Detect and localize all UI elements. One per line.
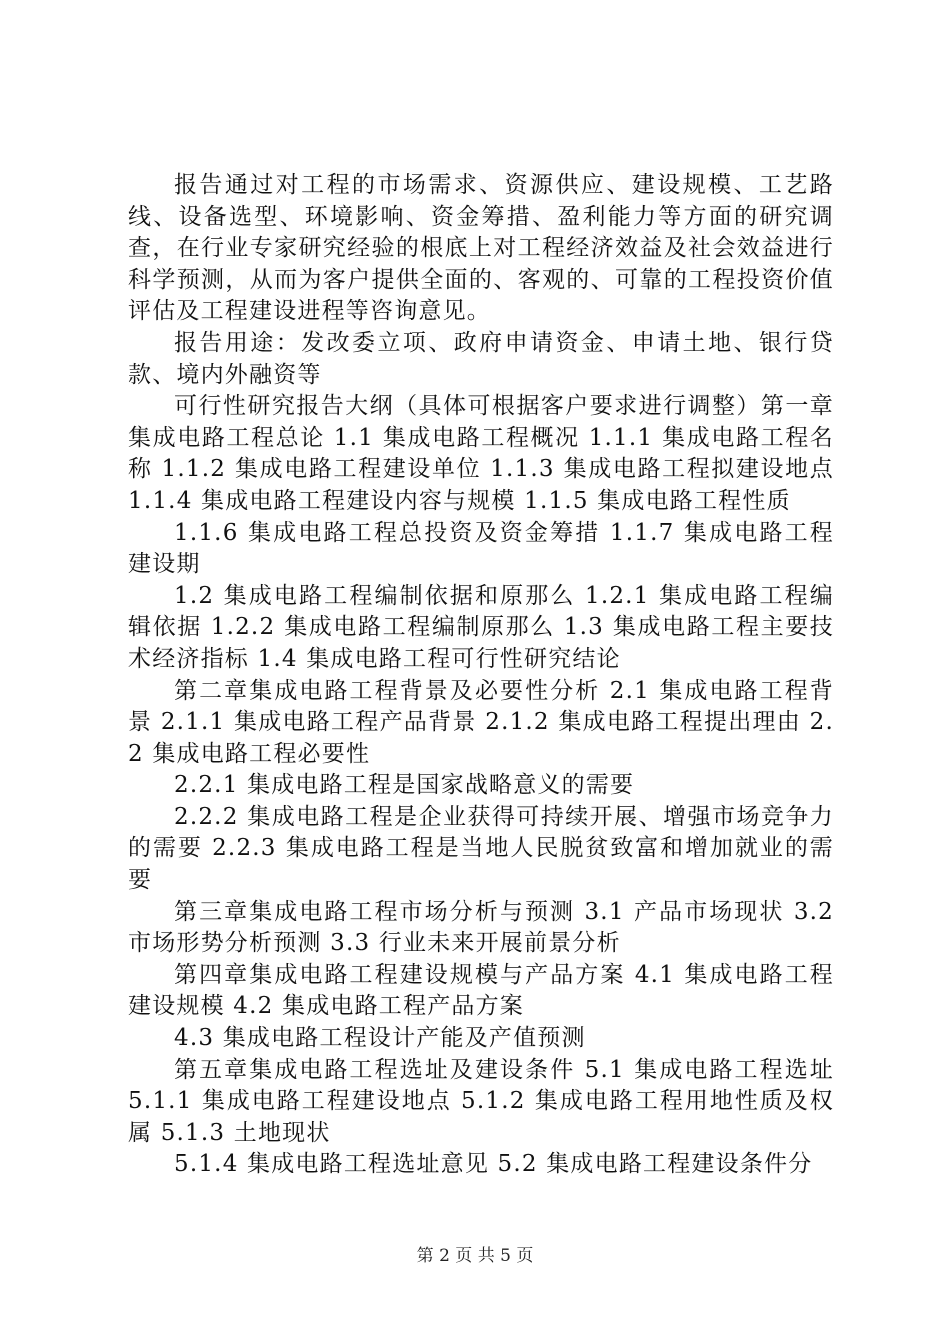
document-body — [128, 170, 834, 1181]
paragraph-outline-chapter-1: 可行性研究报告大纲（具体可根据客户要求进行调整）第一章集成电路工程总论 1.1 集成电路工程概况 1.1.1 集成电路工程名称 1.1.2 集成电路工程建设单位 1.1.3 集成电路工程拟建设地点 1.1.4 集成电路工程建设内容与规模 1.1.5 集成电路工程性质 — [128, 393, 834, 514]
paragraph-outline-4-3: 4.3 集成电路工程设计产能及产值预测 — [174, 1025, 586, 1052]
paragraph-usage: 报告用途：发改委立项、政府申请资金、申请土地、银行贷款、境内外融资等 — [128, 329, 834, 388]
paragraph-outline-chapter-4: 第四章集成电路工程建设规模与产品方案 4.1 集成电路工程建设规模 4.2 集成电路工程产品方案 — [128, 961, 834, 1020]
paragraph-outline-2-2-2: 2.2.2 集成电路工程是企业获得可持续开展、增强市场竞争力的需要 2.2.3 集成电路工程是当地人民脱贫致富和增加就业的需要 — [128, 803, 834, 894]
paragraph-outline-chapter-3: 第三章集成电路工程市场分析与预测 3.1 产品市场现状 3.2 市场形势分析预测 3.3 行业未来开展前景分析 — [128, 898, 834, 957]
page-footer: 第 2 页 共 5 页 — [416, 1246, 534, 1266]
paragraph-outline-chapter-5: 第五章集成电路工程选址及建设条件 5.1 集成电路工程选址 5.1.1 集成电路工程建设地点 5.1.2 集成电路工程用地性质及权属 5.1.3 土地现状 — [128, 1056, 834, 1146]
paragraph-outline-5-1-4: 5.1.4 集成电路工程选址意见 5.2 集成电路工程建设条件分 — [174, 1151, 813, 1178]
paragraph-outline-chapter-2: 第二章集成电路工程背景及必要性分析 2.1 集成电路工程背景 2.1.1 集成电路工程产品背景 2.1.2 集成电路工程提出理由 2.2 集成电路工程必要性 — [128, 677, 834, 767]
paragraph-outline-1-2: 1.2 集成电路工程编制依据和原那么 1.2.1 集成电路工程编辑依据 1.2.2 集成电路工程编制原那么 1.3 集成电路工程主要技术经济指标 1.4 集成电路工程可行性研究结论 — [128, 582, 834, 672]
paragraph-outline-1-1-6: 1.1.6 集成电路工程总投资及资金筹措 1.1.7 集成电路工程建设期 — [128, 519, 834, 578]
paragraph-intro: 报告通过对工程的市场需求、资源供应、建设规模、工艺路线、设备选型、环境影响、资金筹措、盈利能力等方面的研究调查，在行业专家研究经验的根底上对工程经济效益及社会效益进行科学预测，从而为客户提供全面的、客观的、可靠的工程投资价值评估及工程建设进程等咨询意见。 — [128, 172, 834, 325]
paragraph-outline-2-2-1: 2.2.1 集成电路工程是国家战略意义的需要 — [174, 772, 635, 799]
